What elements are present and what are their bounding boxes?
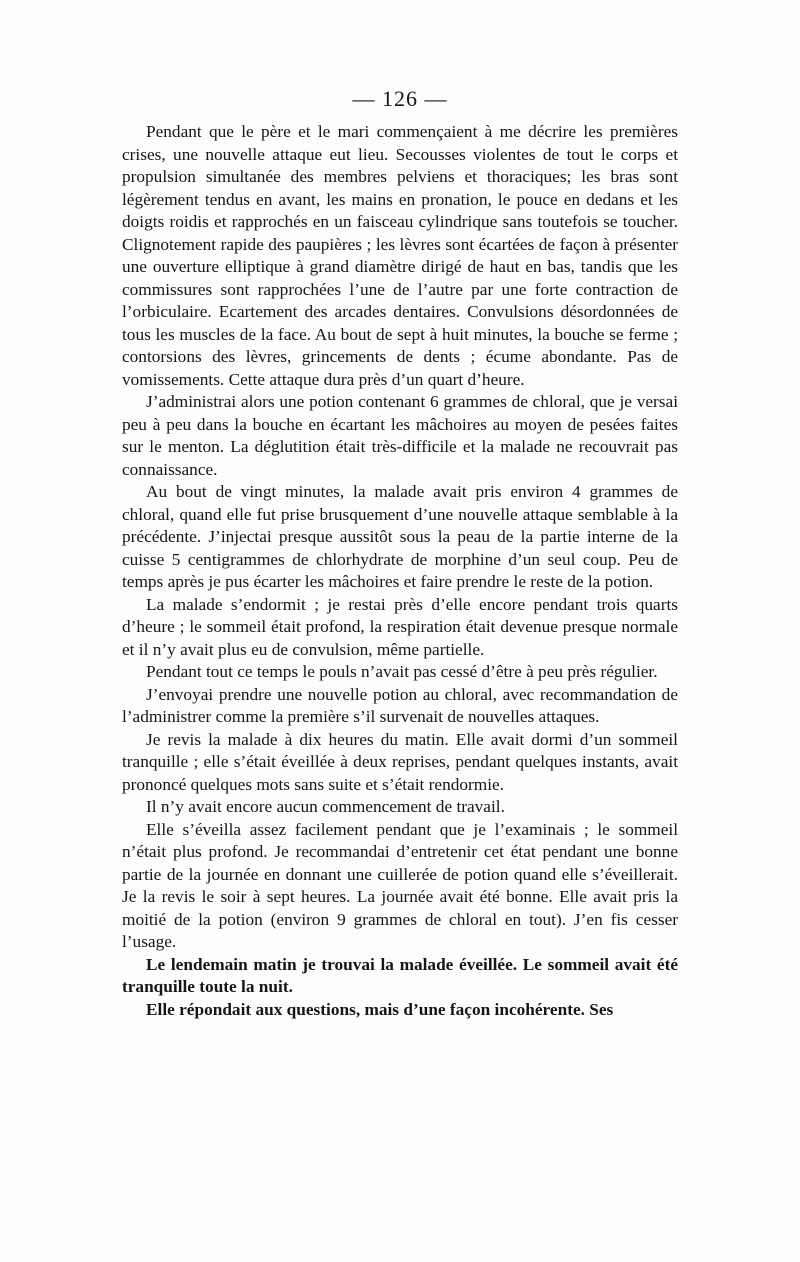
paragraph-10: Le lendemain matin je trouvai la malade éveillée. Le sommeil avait été tranquille toute la nuit. (122, 954, 678, 996)
page-number: — 126 — (352, 86, 448, 111)
paragraph-6: J’envoyai prendre une nouvelle potion au chloral, avec recommandation de l’administrer comme la première s’il survenait de nouvelles attaques. (122, 684, 678, 726)
paragraph-11: Elle répondait aux questions, mais d’une façon incohérente. Ses (146, 999, 614, 1019)
paragraph-5: Pendant tout ce temps le pouls n’avait pas cessé d’être à peu près régulier. (146, 662, 658, 681)
paragraph-9: Elle s’éveilla assez facilement pendant que je l’examinais ; le sommeil n’était plus profond. Je recommandai d’entretenir cet état pendant une bonne partie de la journée en donnant une cuillerée de potion quand elle s’éveillerait. Je la revis le soir à sept heures. La journée avait été bonne. Elle avait pris la moitié de la potion (environ 9 grammes de chloral en tout). J’en fis cesser l’usage. (122, 819, 678, 951)
body-text (122, 121, 678, 1021)
paragraph-8: Il n’y avait encore aucun commencement de travail. (146, 797, 505, 816)
paragraph-3: Au bout de vingt minutes, la malade avait pris environ 4 grammes de chloral, quand elle fut prise brusquement d’une nouvelle attaque semblable à la précédente. J’injectai presque aussitôt sous la peau de la partie interne de la cuisse 5 centigrammes de chlorhydrate de morphine d’un seul coup. Peu de temps après je pus écarter les mâchoires et faire prendre le reste de la potion. (122, 482, 678, 591)
paragraph-1: Pendant que le père et le mari commençaient à me décrire les premières crises, une nouvelle attaque eut lieu. Secousses violentes de tout le corps et propulsion simultanée des membres pelviens et thoraciques; les bras sont légèrement tendus en avant, les mains en pronation, le pouce en dedans et les doigts roidis et rapprochés en un faisceau cylindrique sans toutefois se toucher. Clignotement rapide des paupières ; les lèvres sont écartées de façon à présenter une ouverture elliptique à grand diamètre dirigé de haut en bas, tandis que les commissures sont rapprochées l’une de l’autre par une forte contraction de l’orbiculaire. Ecartement des arcades dentaires. Convulsions désordonnées de tous les muscles de la face. Au bout de sept à huit minutes, la bouche se ferme ; contorsions des lèvres, grincements de dents ; écume abondante. Pas de vomissements. Cette attaque dura près d’un quart d’heure. (122, 122, 678, 389)
paragraph-7: Je revis la malade à dix heures du matin. Elle avait dormi d’un sommeil tranquille ; elle s’était éveillée à deux reprises, pendant quelques instants, avait prononcé quelques mots sans suite et s’était rendormie. (122, 729, 678, 794)
paragraph-2: J’administrai alors une potion contenant 6 grammes de chloral, que je versai peu à peu dans la bouche en écartant les mâchoires au moyen de pesées faites sur le menton. La déglutition était très-difficile et la malade ne recouvrait pas connaissance. (122, 392, 678, 479)
paragraph-4: La malade s’endormit ; je restai près d’elle encore pendant trois quarts d’heure ; le sommeil était profond, la respiration était devenue presque normale et il n’y avait plus eu de convulsion, même partielle. (122, 594, 678, 659)
